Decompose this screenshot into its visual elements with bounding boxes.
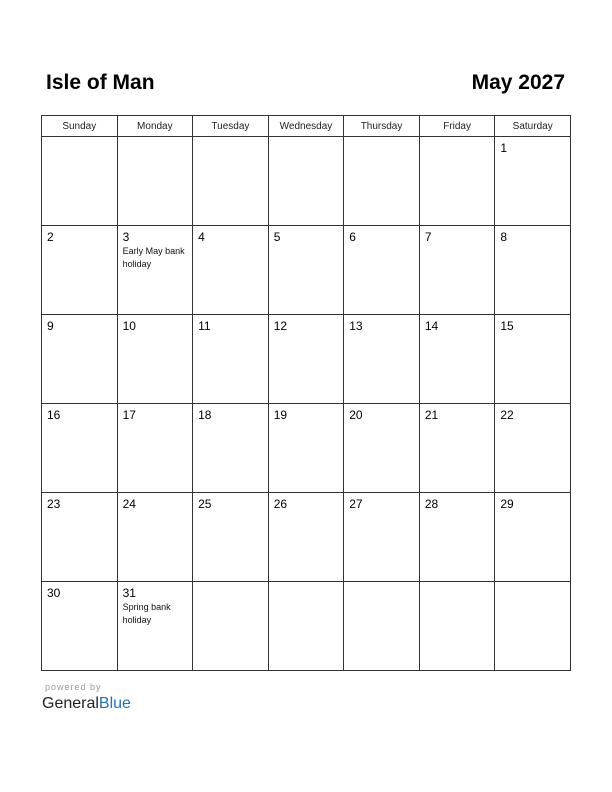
day-number: 1	[500, 141, 508, 155]
generalblue-logo[interactable]	[42, 694, 131, 714]
day-cell	[419, 315, 495, 404]
day-cell	[193, 226, 269, 315]
day-number: 26	[273, 497, 288, 511]
day-cell	[495, 137, 571, 226]
day-cell	[419, 226, 495, 315]
day-cell	[495, 493, 571, 582]
brand-blue-text: Blue	[98, 695, 131, 712]
week-row	[42, 315, 571, 404]
day-number: 28	[424, 497, 439, 511]
day-cell	[193, 404, 269, 493]
day-number: 27	[349, 497, 363, 511]
weekday-header-row	[42, 116, 571, 137]
day-number	[495, 582, 570, 586]
day-number: 5	[273, 230, 281, 244]
day-cell	[268, 226, 344, 315]
day-cell	[268, 315, 344, 404]
day-number: 9	[47, 319, 54, 333]
powered-by-label: powered by	[45, 682, 102, 692]
week-row	[42, 493, 571, 582]
week-row	[42, 226, 571, 315]
day-cell	[495, 582, 571, 671]
calendar-grid	[41, 115, 571, 671]
week-row	[42, 404, 571, 493]
day-cell	[42, 226, 118, 315]
day-number: 18	[198, 408, 212, 422]
day-cell	[193, 315, 269, 404]
day-cell	[268, 493, 344, 582]
day-cell	[117, 315, 193, 404]
day-cell	[42, 137, 118, 226]
day-cell	[117, 137, 193, 226]
weekday-thursday: Thursday	[344, 116, 420, 137]
day-number: 10	[122, 319, 136, 333]
weekday-tuesday: Tuesday	[193, 116, 269, 137]
day-number	[193, 137, 268, 141]
day-cell	[268, 404, 344, 493]
day-number: 2	[47, 230, 54, 244]
day-cell	[193, 493, 269, 582]
day-cell	[268, 137, 344, 226]
day-number	[193, 582, 268, 586]
day-number: 20	[349, 408, 363, 422]
day-cell	[117, 404, 193, 493]
day-cell	[42, 315, 118, 404]
day-cell	[42, 404, 118, 493]
day-number	[269, 582, 344, 586]
day-cell	[419, 404, 495, 493]
day-cell	[495, 226, 571, 315]
day-number: 17	[122, 408, 136, 422]
day-number: 30	[47, 586, 61, 600]
day-cell	[117, 493, 193, 582]
day-cell	[42, 582, 118, 671]
holiday-label: Spring bank holiday	[122, 602, 171, 625]
day-number: 15	[500, 319, 514, 333]
day-number	[420, 137, 495, 141]
day-number: 16	[47, 408, 61, 422]
day-cell	[495, 404, 571, 493]
day-number: 11	[198, 319, 211, 333]
day-cell	[495, 315, 571, 404]
day-cell	[117, 582, 193, 671]
day-number: 25	[198, 497, 212, 511]
weekday-monday: Monday	[117, 116, 193, 137]
day-number	[344, 582, 419, 586]
weekday-saturday: Saturday	[495, 116, 571, 137]
day-cell	[344, 315, 420, 404]
day-number: 6	[349, 230, 356, 244]
day-cell	[42, 493, 118, 582]
weekday-friday: Friday	[419, 116, 495, 137]
weekday-wednesday: Wednesday	[268, 116, 344, 137]
week-row	[42, 582, 571, 671]
day-number: 31	[122, 586, 136, 600]
day-cell	[268, 582, 344, 671]
day-number: 8	[500, 230, 508, 244]
day-number	[344, 137, 419, 141]
day-number	[42, 137, 117, 141]
day-number: 24	[122, 497, 136, 511]
day-cell	[419, 137, 495, 226]
day-number: 3	[122, 230, 130, 244]
day-number	[118, 137, 193, 141]
day-number	[269, 137, 344, 141]
day-number: 12	[273, 319, 288, 333]
day-cell	[344, 404, 420, 493]
day-number: 22	[500, 408, 514, 422]
day-cell	[344, 137, 420, 226]
week-row	[42, 137, 571, 226]
day-number	[420, 582, 495, 586]
day-number: 14	[424, 319, 439, 333]
day-cell	[193, 582, 269, 671]
day-cell	[344, 582, 420, 671]
day-cell	[344, 493, 420, 582]
weekday-sunday: Sunday	[42, 116, 118, 137]
holiday-label: Early May bank holiday	[122, 246, 185, 269]
day-cell	[419, 493, 495, 582]
day-cell	[193, 137, 269, 226]
day-number: 13	[349, 319, 363, 333]
day-number: 29	[500, 497, 514, 511]
region-title: Isle of Man	[46, 71, 155, 94]
day-cell	[117, 226, 193, 315]
day-cell	[419, 582, 495, 671]
day-number: 7	[424, 230, 432, 244]
day-number: 19	[273, 408, 288, 422]
brand-general-text: General	[42, 695, 99, 712]
day-number: 4	[198, 230, 205, 244]
day-number: 23	[47, 497, 61, 511]
month-year-title: May 2027	[471, 71, 565, 94]
day-number: 21	[424, 408, 439, 422]
day-cell	[344, 226, 420, 315]
